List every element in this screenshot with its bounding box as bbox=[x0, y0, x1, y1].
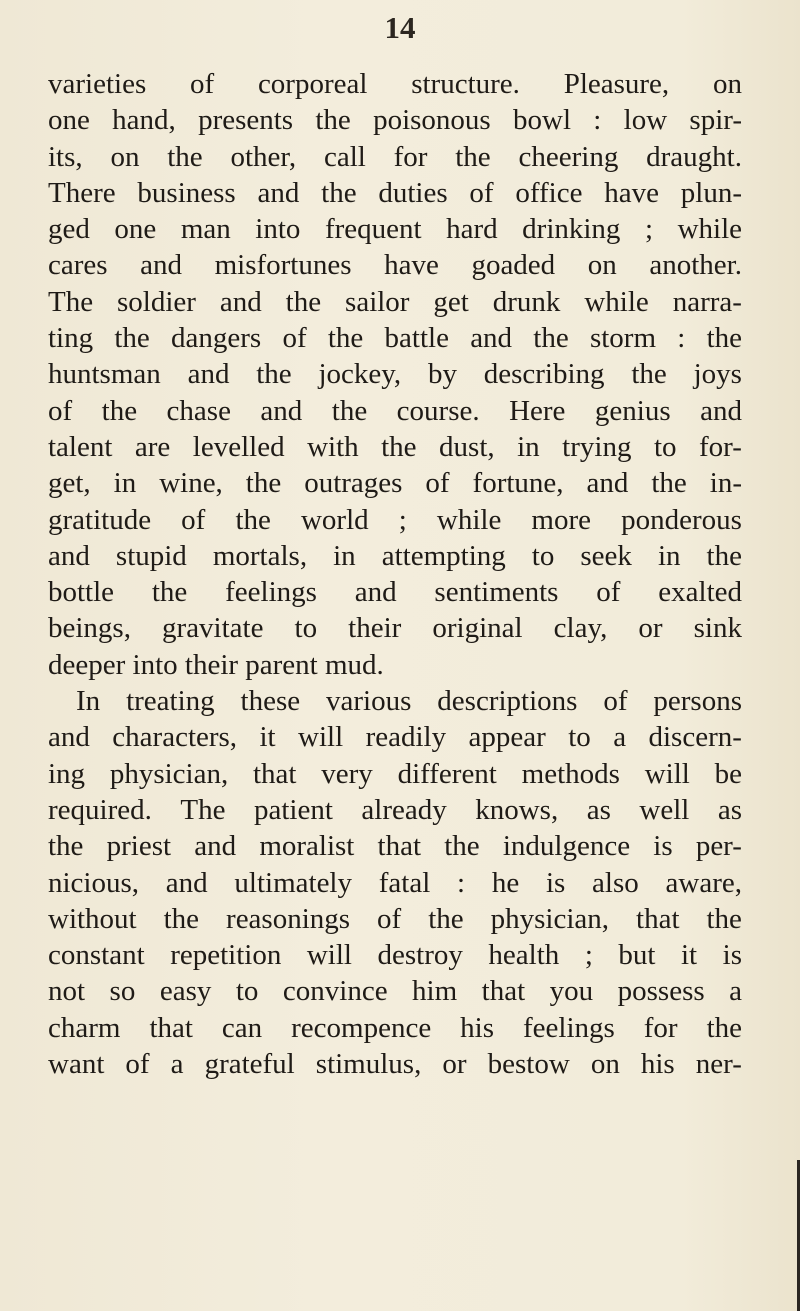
text-line: ting the dangers of the battle and the storm : the bbox=[48, 322, 742, 355]
text-line: ged one man into frequent hard drinking ; while bbox=[48, 213, 742, 246]
text-line: want of a grateful stimulus, or bestow on his ner- bbox=[48, 1048, 742, 1081]
text-line: bottle the feelings and sentiments of exalted bbox=[48, 576, 742, 609]
text-line: its, on the other, call for the cheering draught. bbox=[48, 140, 742, 173]
text-line: varieties of corporeal structure. Pleasure, on bbox=[48, 68, 742, 100]
text-line: the priest and moralist that the indulgence is per- bbox=[48, 830, 742, 863]
text-line: constant repetition will destroy health ; but it is bbox=[48, 939, 742, 972]
text-line: and stupid mortals, in attempting to seek in the bbox=[48, 539, 742, 572]
text-line: talent are levelled with the dust, in trying to for- bbox=[48, 430, 742, 463]
text-line: of the chase and the course. Here genius and bbox=[48, 394, 742, 427]
text-line: nicious, and ultimately fatal : he is also aware, bbox=[48, 866, 742, 899]
text-line: not so easy to convince him that you possess a bbox=[48, 975, 742, 1008]
text-line: without the reasonings of the physician, that the bbox=[48, 902, 742, 935]
page-number: 14 bbox=[384, 10, 416, 45]
text-line: ing physician, that very different methods will be bbox=[48, 757, 742, 790]
body-text bbox=[48, 66, 742, 1082]
text-line: There business and the duties of office have plun- bbox=[48, 176, 742, 209]
text-line: get, in wine, the outrages of fortune, and the in- bbox=[48, 467, 742, 500]
text-line: required. The patient already knows, as well as bbox=[48, 793, 742, 826]
text-line: The soldier and the sailor get drunk while narra- bbox=[48, 285, 742, 318]
text-line: one hand, presents the poisonous bowl : low spir- bbox=[48, 104, 742, 137]
text-line: beings, gravitate to their original clay, or sink bbox=[48, 612, 742, 645]
text-line: cares and misfortunes have goaded on another. bbox=[48, 249, 742, 282]
text-line: huntsman and the jockey, by describing the joys bbox=[48, 358, 742, 391]
text-line: charm that can recompence his feelings for the bbox=[48, 1011, 742, 1044]
paragraph-start-line: In treating these various descriptions of persons bbox=[76, 685, 742, 718]
paragraph-end-line: deeper into their parent mud. bbox=[48, 648, 384, 681]
text-line: gratitude of the world ; while more ponderous bbox=[48, 503, 742, 536]
text-line: and characters, it will readily appear to a discern- bbox=[48, 721, 742, 754]
